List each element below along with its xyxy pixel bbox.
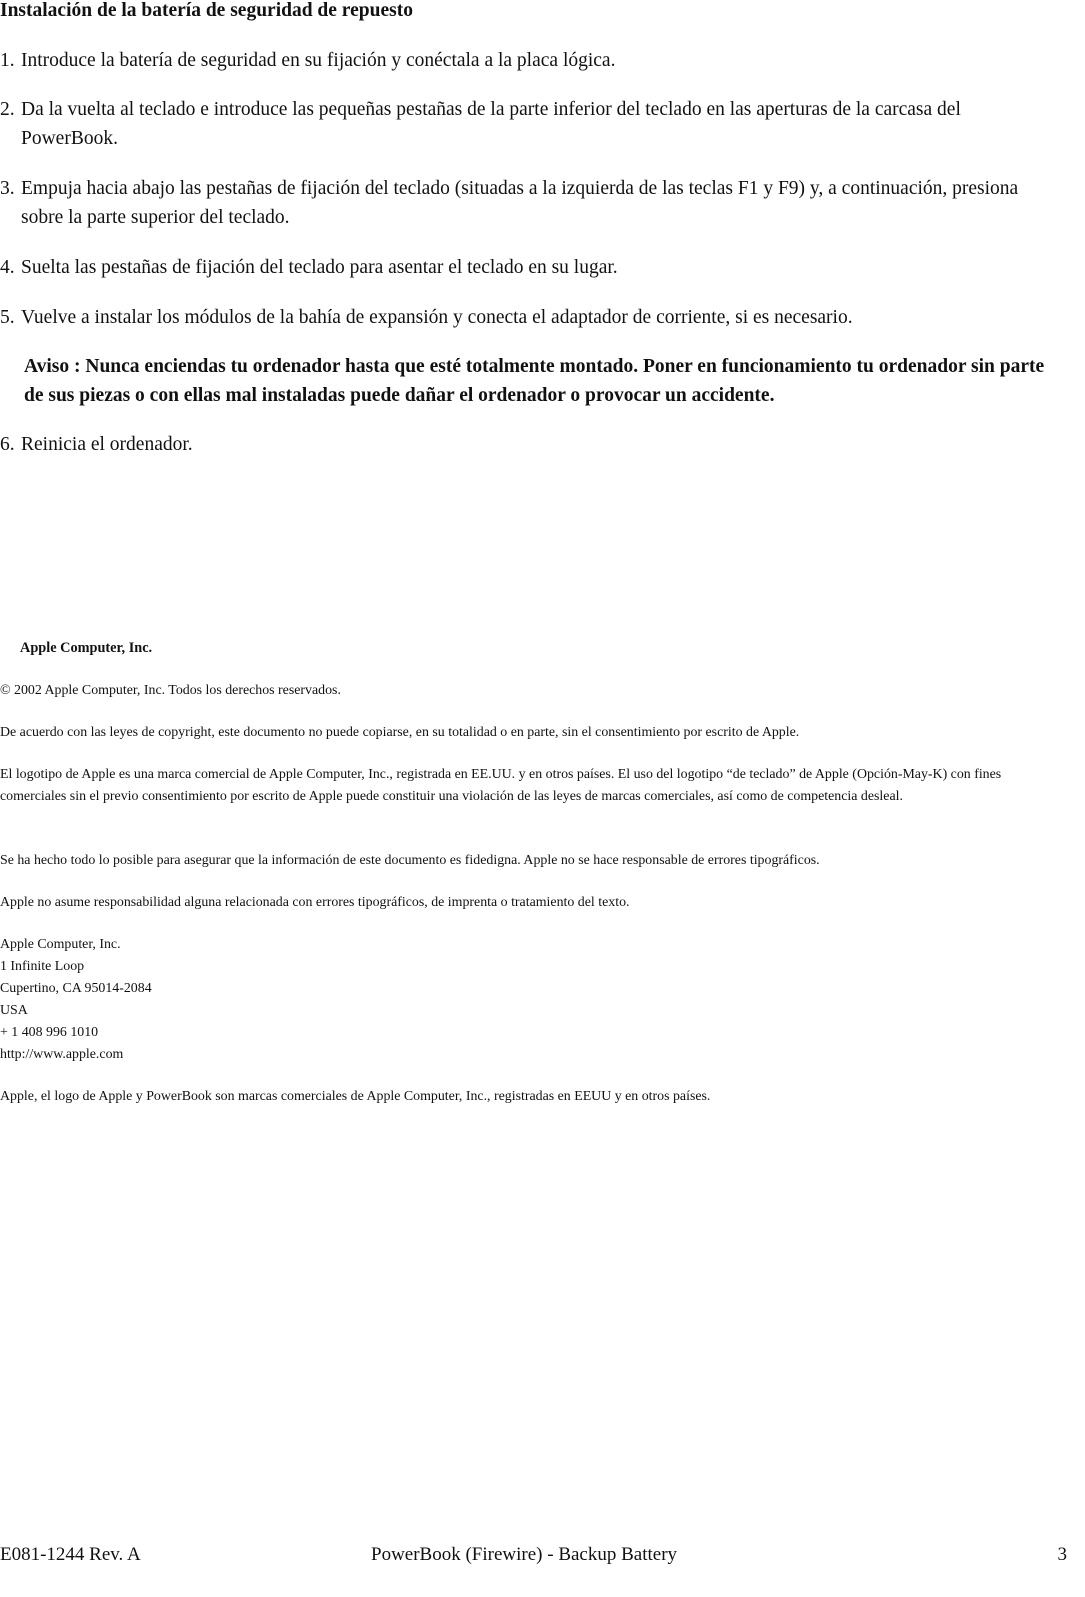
step-text: Reinicia el ordenador. <box>21 434 193 455</box>
step-number: 6. <box>0 434 15 455</box>
step-number: 4. <box>0 257 15 278</box>
liability-notice: Apple no asume responsabilidad alguna relacionada con errores tipográficos, de imprenta o tratamiento del texto. <box>0 895 630 910</box>
copy-notice: De acuerdo con las leyes de copyright, este documento no puede copiarse, en su totalidad o en parte, sin el consentimiento por escrito de Apple. <box>0 725 800 740</box>
step-number: 5. <box>0 307 15 328</box>
company-name: Apple Computer, Inc. <box>20 640 153 656</box>
address-country: USA <box>0 1003 28 1018</box>
trademarks-notice: Apple, el logo de Apple y PowerBook son marcas comerciales de Apple Computer, Inc., registradas en EEUU y en otros países. <box>0 1089 711 1104</box>
step-2 <box>0 95 1062 153</box>
footer-doc-number: E081-1244 Rev. A <box>0 1544 141 1565</box>
accuracy-notice: Se ha hecho todo lo posible para asegurar que la información de este documento es fidedigna. Apple no se hace responsable de errores tipográficos. <box>0 853 820 868</box>
company-address <box>0 934 1070 1066</box>
copyright-line: © 2002 Apple Computer, Inc. Todos los derechos reservados. <box>0 683 341 698</box>
step-3 <box>0 174 1062 232</box>
step-6 <box>0 430 1062 459</box>
step-text: Da la vuelta al teclado e introduce las pequeñas pestañas de la parte inferior del teclado en las aperturas de la carcasa del PowerBook. <box>21 99 961 149</box>
step-4 <box>0 253 1062 282</box>
footer-page-number: 3 <box>1057 1544 1067 1565</box>
section-heading: Instalación de la batería de seguridad de repuesto <box>0 0 413 21</box>
step-1 <box>0 46 1062 75</box>
address-phone: + 1 408 996 1010 <box>0 1025 99 1040</box>
address-name: Apple Computer, Inc. <box>0 937 121 952</box>
logo-notice: El logotipo de Apple es una marca comercial de Apple Computer, Inc., registrada en EE.UU. y en otros países. El uso del logotipo “de teclado” de Apple (Opción-May-K) con fines comerciales sin el previo consentimiento por escrito de Apple puede constituir una violación de las leyes de marcas comerciales, así como de competencia desleal. <box>0 767 1002 804</box>
step-text: Introduce la batería de seguridad en su fijación y conéctala a la placa lógica. <box>21 50 616 71</box>
address-street: 1 Infinite Loop <box>0 959 85 974</box>
warning-notice: Aviso : Nunca enciendas tu ordenador hasta que esté totalmente montado. Poner en funcionamiento tu ordenador sin parte de sus piezas o con ellas mal instaladas puede dañar el ordenador o provocar un accidente. <box>24 356 1045 406</box>
footer-title: PowerBook (Firewire) - Backup Battery <box>371 1544 678 1565</box>
step-text: Vuelve a instalar los módulos de la bahía de expansión y conecta el adaptador de corriente, si es necesario. <box>21 307 853 328</box>
step-number: 1. <box>0 50 15 71</box>
step-text: Empuja hacia abajo las pestañas de fijación del teclado (situadas a la izquierda de las teclas F1 y F9) y, a continuación, presiona sobre la parte superior del teclado. <box>21 178 1019 228</box>
step-number: 2. <box>0 99 15 120</box>
step-number: 3. <box>0 178 15 199</box>
address-url: http://www.apple.com <box>0 1047 124 1062</box>
step-5 <box>0 303 1062 332</box>
step-text: Suelta las pestañas de fijación del teclado para asentar el teclado en su lugar. <box>21 257 618 278</box>
address-city: Cupertino, CA 95014-2084 <box>0 981 152 996</box>
